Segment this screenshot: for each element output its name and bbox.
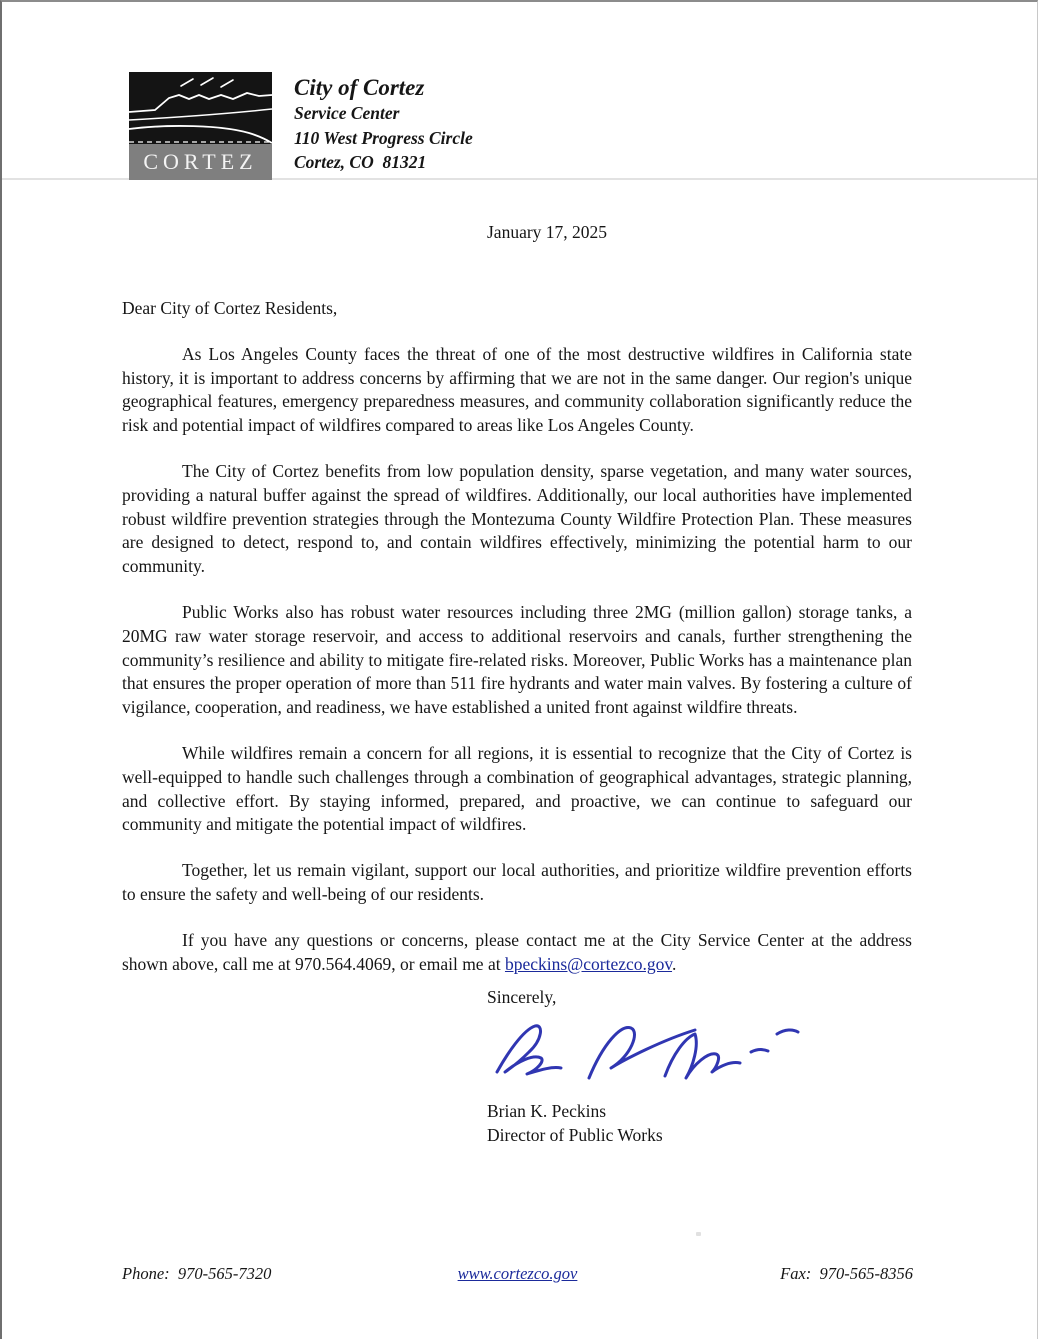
org-name: City of Cortez — [294, 75, 425, 100]
letter-paragraph: Together, let us remain vigilant, support our local authorities, and prioritize wildfire prevention efforts to ensure the safety and well-being of our residents. — [122, 860, 912, 904]
closing-salutation: Sincerely, — [487, 987, 557, 1008]
org-street: 110 West Progress Circle — [294, 127, 473, 148]
letter-body — [122, 297, 912, 1148]
page-footer — [122, 1264, 913, 1284]
scan-noise-speck — [696, 1232, 701, 1236]
contact-text-prefix: If you have any questions or concerns, please contact me at the City Service Center at the address shown above, call me at 970.564.4069, or email me at — [122, 929, 912, 974]
letter-paragraph: While wildfires remain a concern for all regions, it is essential to recognize that the City of Cortez is well-equipped to handle such challenges through a combination of geographical advantages, strategic planning, and collective effort. By staying informed, prepared, and proactive, we can continue to safeguard our community and mitigate the potential impact of wildfires. — [122, 742, 912, 835]
contact-text-suffix: . — [672, 953, 677, 974]
closing-block — [122, 986, 912, 1148]
footer-fax: Fax: 970-565-8356 — [780, 1264, 913, 1283]
signer-name: Brian K. Peckins — [487, 1100, 607, 1121]
website-link[interactable]: www.cortezco.gov — [457, 1264, 578, 1283]
logo-wordmark: CORTEZ — [129, 144, 272, 180]
footer-phone: Phone: 970-565-7320 — [122, 1264, 272, 1283]
letter-paragraph: Public Works also has robust water resources including three 2MG (million gallon) storage tanks, a 20MG raw water storage reservoir, and access to additional reservoirs and canals, further strengthening the community’s resilience and ability to mitigate fire-related risks. Moreover, Public Works has a maintenance plan that ensures the proper operation of more than 511 fire hydrants and water main valves. By fostering a culture of vigilance, cooperation, and readiness, we have established a united front against wildfire threats. — [122, 601, 912, 718]
handwritten-signature-image — [493, 1014, 912, 1097]
email-link[interactable]: bpeckins@cortezco.gov — [504, 953, 673, 974]
letterhead — [129, 72, 473, 180]
letter-paragraph: The City of Cortez benefits from low population density, sparse vegetation, and many water sources, providing a natural buffer against the spread of wildfires. Additionally, our local authorities have implemented robust wildfire prevention strategies through the Montezuma County Wildfire Protection Plan. These measures are designed to detect, respond to, and contain wildfires effectively, minimizing the potential harm to our community. — [122, 460, 912, 577]
mountain-logo-icon — [129, 72, 272, 144]
signer-title: Director of Public Works — [487, 1125, 663, 1146]
letter-paragraph: As Los Angeles County faces the threat of one of the most destructive wildfires in California state history, it is important to address concerns by affirming that we are not in the same danger. Our region's unique geographical features, emergency preparedness measures, and community collaboration significantly reduce the risk and potential impact of wildfires compared to areas like Los Angeles County. — [122, 343, 912, 436]
letter-date: January 17, 2025 — [487, 222, 608, 242]
org-dept: Service Center — [294, 103, 400, 123]
city-logo — [129, 72, 272, 180]
org-city-state-zip: Cortez, CO 81321 — [294, 152, 427, 172]
letter-paragraph-contact — [122, 929, 912, 977]
salutation: Dear City of Cortez Residents, — [122, 298, 338, 318]
letterhead-address — [294, 72, 473, 180]
